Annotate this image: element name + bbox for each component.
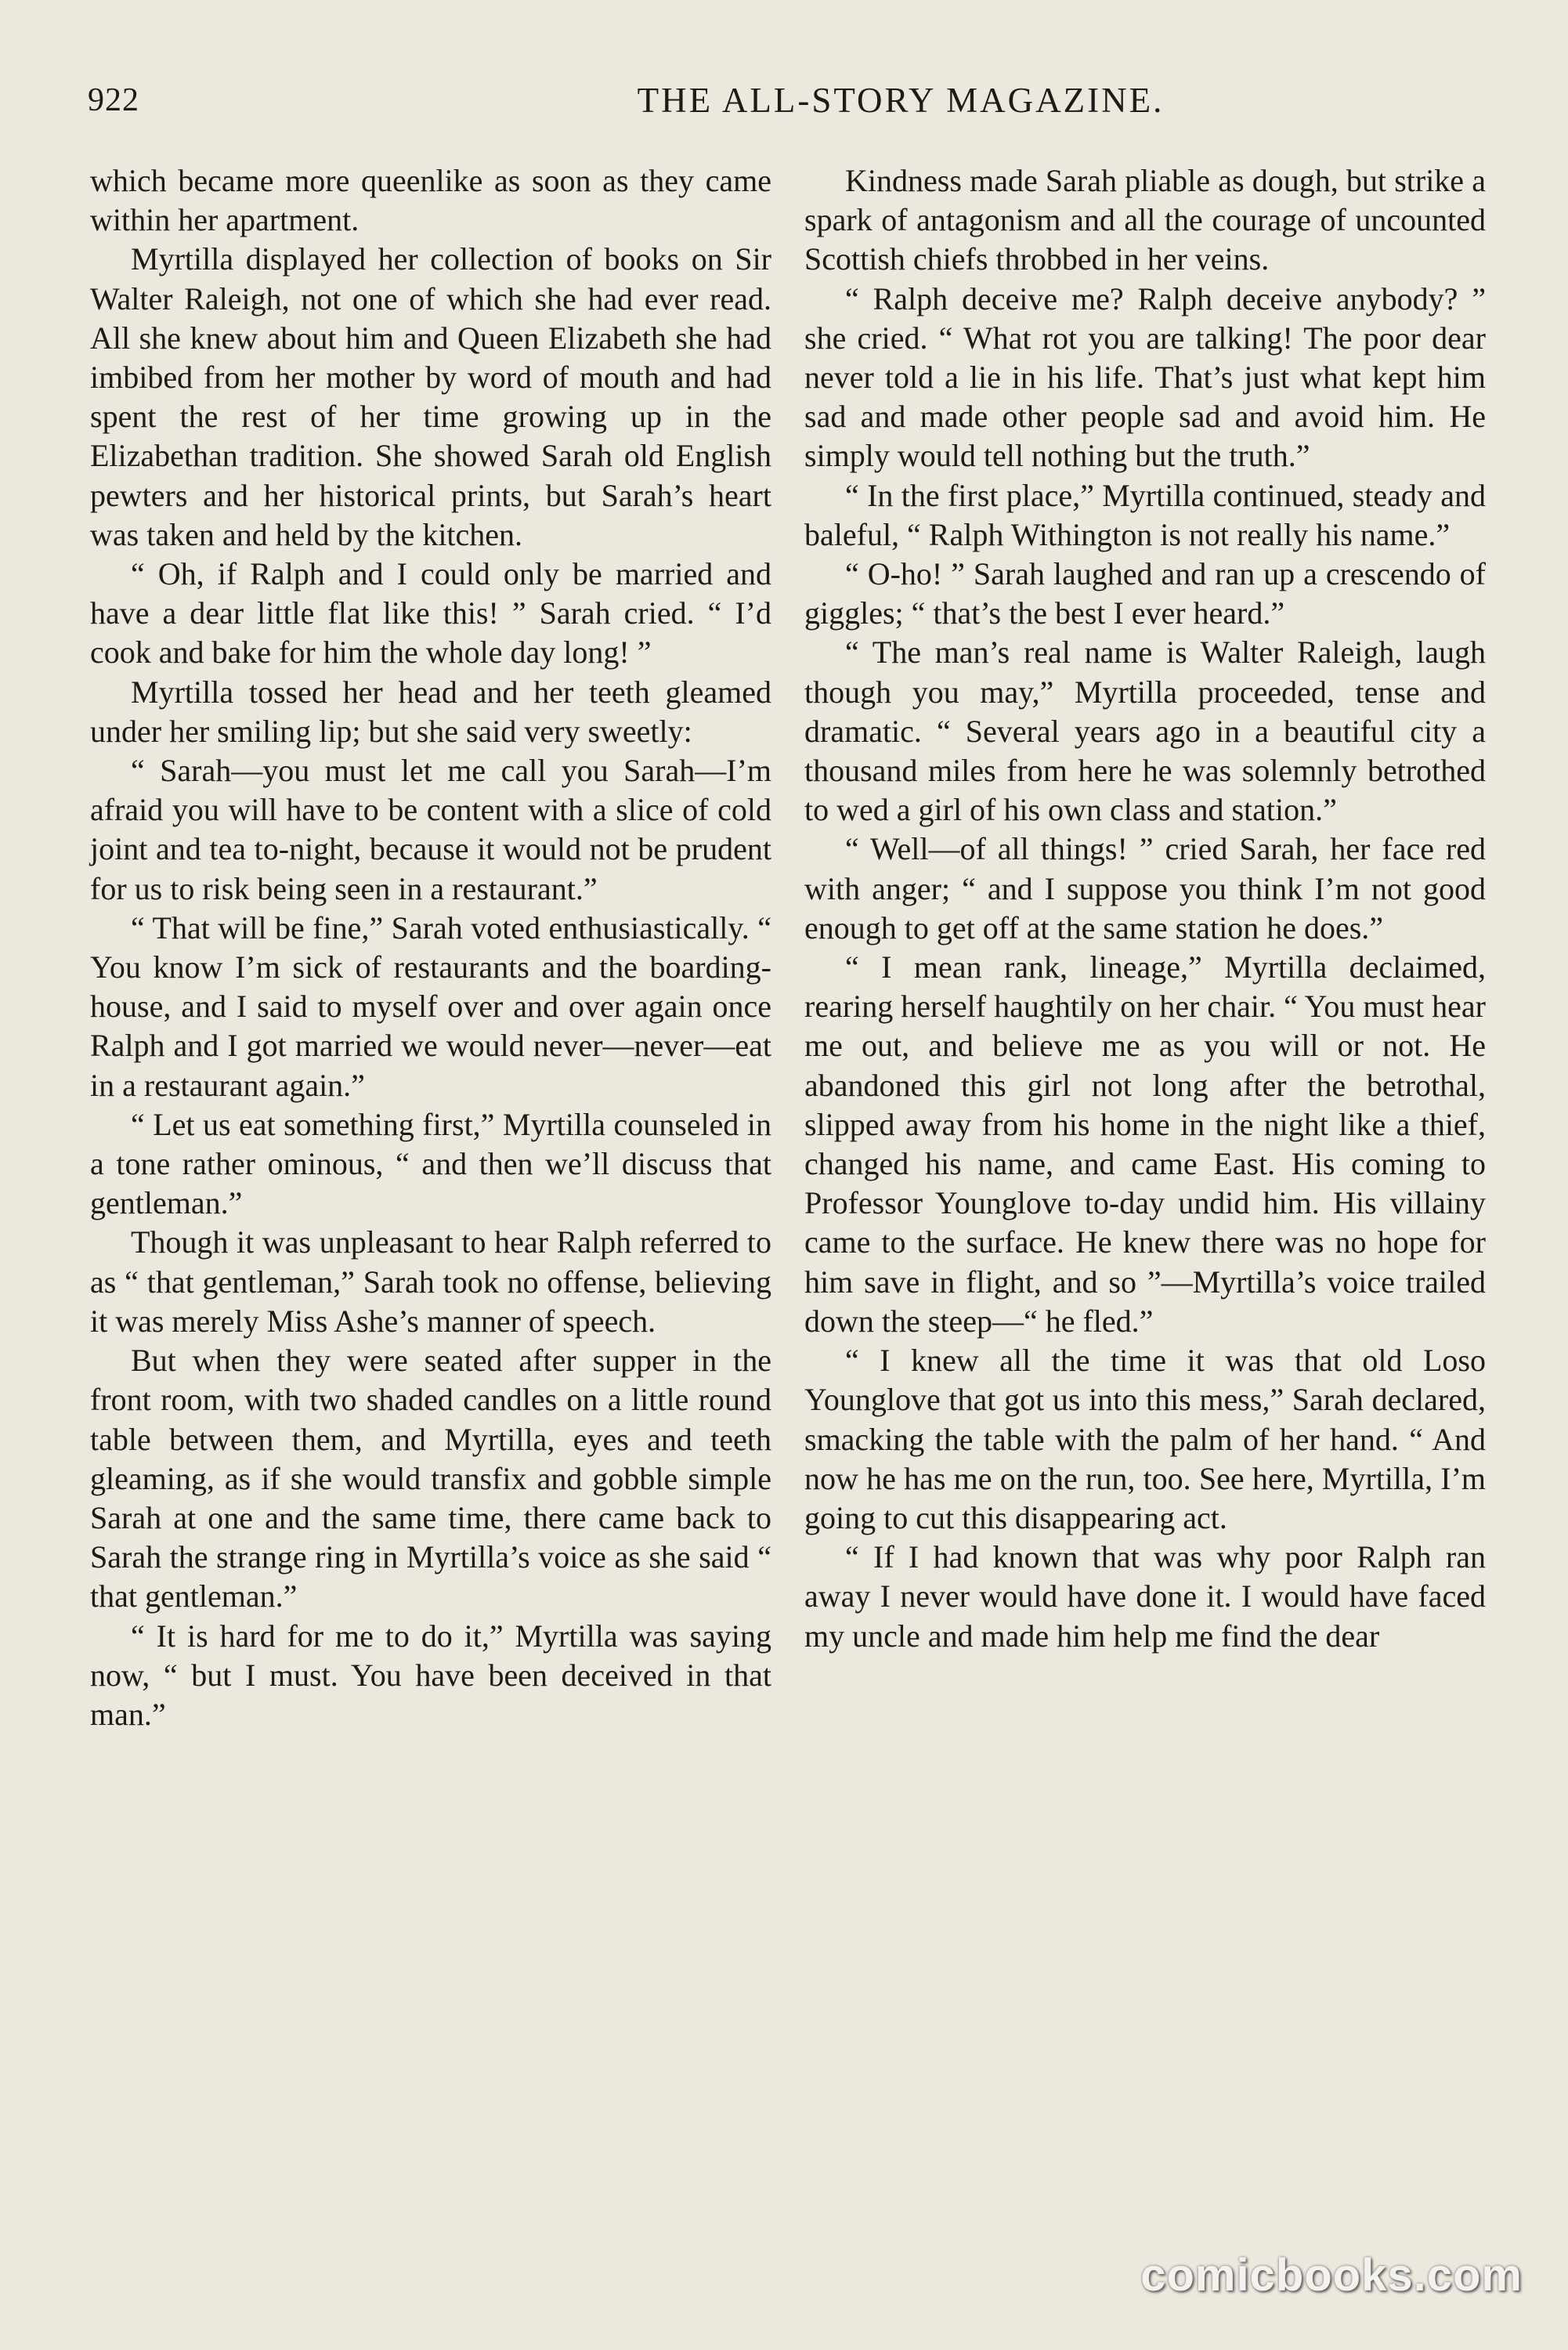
paragraph: “ The man’s real name is Walter Raleigh, laugh though you may,” Myrtilla proceeded, tense and dramatic. “ Several years ago in a beautiful city a thousand miles from here he was solemnly betrothed to wed a girl of his own class and station.”: [804, 634, 1486, 828]
paragraph: “ Let us eat something first,” Myrtilla counseled in a tone rather ominous, “ and then we’ll discuss that gentleman.”: [90, 1106, 771, 1221]
paragraph: “ O-ho! ” Sarah laughed and ran up a crescendo of giggles; “ that’s the best I ever heard.”: [804, 556, 1486, 631]
paragraph: which became more queenlike as soon as they came within her apartment.: [90, 163, 771, 238]
page-number: 922: [88, 82, 139, 118]
site-watermark: comicbooks.com: [1140, 2250, 1523, 2301]
paragraph: “ I mean rank, lineage,” Myrtilla declaimed, rearing herself haughtily on her chair. “ You must hear me out, and believe me as you will or not. He abandoned this girl not long after the betrothal, slipped away from his home in the night like a thief, changed his name, and came East. His coming to Professor Younglove to-day undid him. His villainy came to the surface. He knew there was no hope for him save in flight, and so ”—Myrtilla’s voice trailed down the steep—“ he fled.”: [804, 949, 1486, 1339]
paragraph: Though it was unpleasant to hear Ralph referred to as “ that gentleman,” Sarah took no offense, believing it was merely Miss Ashe’s manner of speech.: [90, 1224, 771, 1339]
paragraph: But when they were seated after supper in the front room, with two shaded candles on a little round table between them, and Myrtilla, eyes and teeth gleaming, as if she would transfix and gobble simple Sarah at one and the same time, there came back to Sarah the strange ring in Myrtilla’s voice as she said “ that gentleman.”: [90, 1343, 771, 1614]
paragraph: “ Well—of all things! ” cried Sarah, her face red with anger; “ and I suppose you think I’m not good enough to get off at the same station he does.”: [804, 831, 1486, 945]
paragraph: “ If I had known that was why poor Ralph ran away I never would have done it. I would have faced my uncle and made him help me find the dear: [804, 1539, 1486, 1654]
paragraph: “ Sarah—you must let me call you Sarah—I’m afraid you will have to be content with a slice of cold joint and tea to-night, because it would not be prudent for us to risk being seen in a restaurant.”: [90, 753, 771, 906]
paragraph: Myrtilla tossed her head and her teeth gleamed under her smiling lip; but she said very sweetly:: [90, 674, 771, 749]
running-title: THE ALL-STORY MAGAZINE.: [637, 81, 1165, 120]
right-column: [804, 161, 1486, 1656]
paragraph: “ It is hard for me to do it,” Myrtilla was saying now, “ but I must. You have been deceived in that man.”: [90, 1618, 771, 1732]
paragraph: Myrtilla displayed her collection of books on Sir Walter Raleigh, not one of which she had ever read. All she knew about him and Queen Elizabeth she had imbibed from her mother by word of mouth and had spent the rest of her time growing up in the Elizabethan tradition. She showed Sarah old English pewters and her historical prints, but Sarah’s heart was taken and held by the kitchen.: [90, 241, 771, 552]
paragraph: “ That will be fine,” Sarah voted enthusiastically. “ You know I’m sick of restaurants and the boarding-house, and I said to myself over and over again once Ralph and I got married we would never—never—eat in a restaurant again.”: [90, 909, 771, 1103]
paragraph: “ I knew all the time it was that old Loso Younglove that got us into this mess,” Sarah declared, smacking the table with the palm of her hand. “ And now he has me on the run, too. See here, Myrtilla, I’m going to cut this disappearing act.: [804, 1343, 1486, 1535]
paragraph: “ Ralph deceive me? Ralph deceive anybody? ” she cried. “ What rot you are talking! The poor dear never told a lie in his life. That’s just what kept him sad and made other people sad and avoid him. He simply would tell nothing but the truth.”: [804, 280, 1486, 474]
paragraph: Kindness made Sarah pliable as dough, but strike a spark of antagonism and all the courage of uncounted Scottish chiefs throbbed in her veins.: [804, 163, 1486, 277]
left-column: [90, 161, 771, 1734]
paragraph: “ Oh, if Ralph and I could only be married and have a dear little flat like this! ” Sarah cried. “ I’d cook and bake for him the whole day long! ”: [90, 556, 771, 671]
paragraph: “ In the first place,” Myrtilla continued, steady and baleful, “ Ralph Withington is not really his name.”: [804, 477, 1486, 552]
